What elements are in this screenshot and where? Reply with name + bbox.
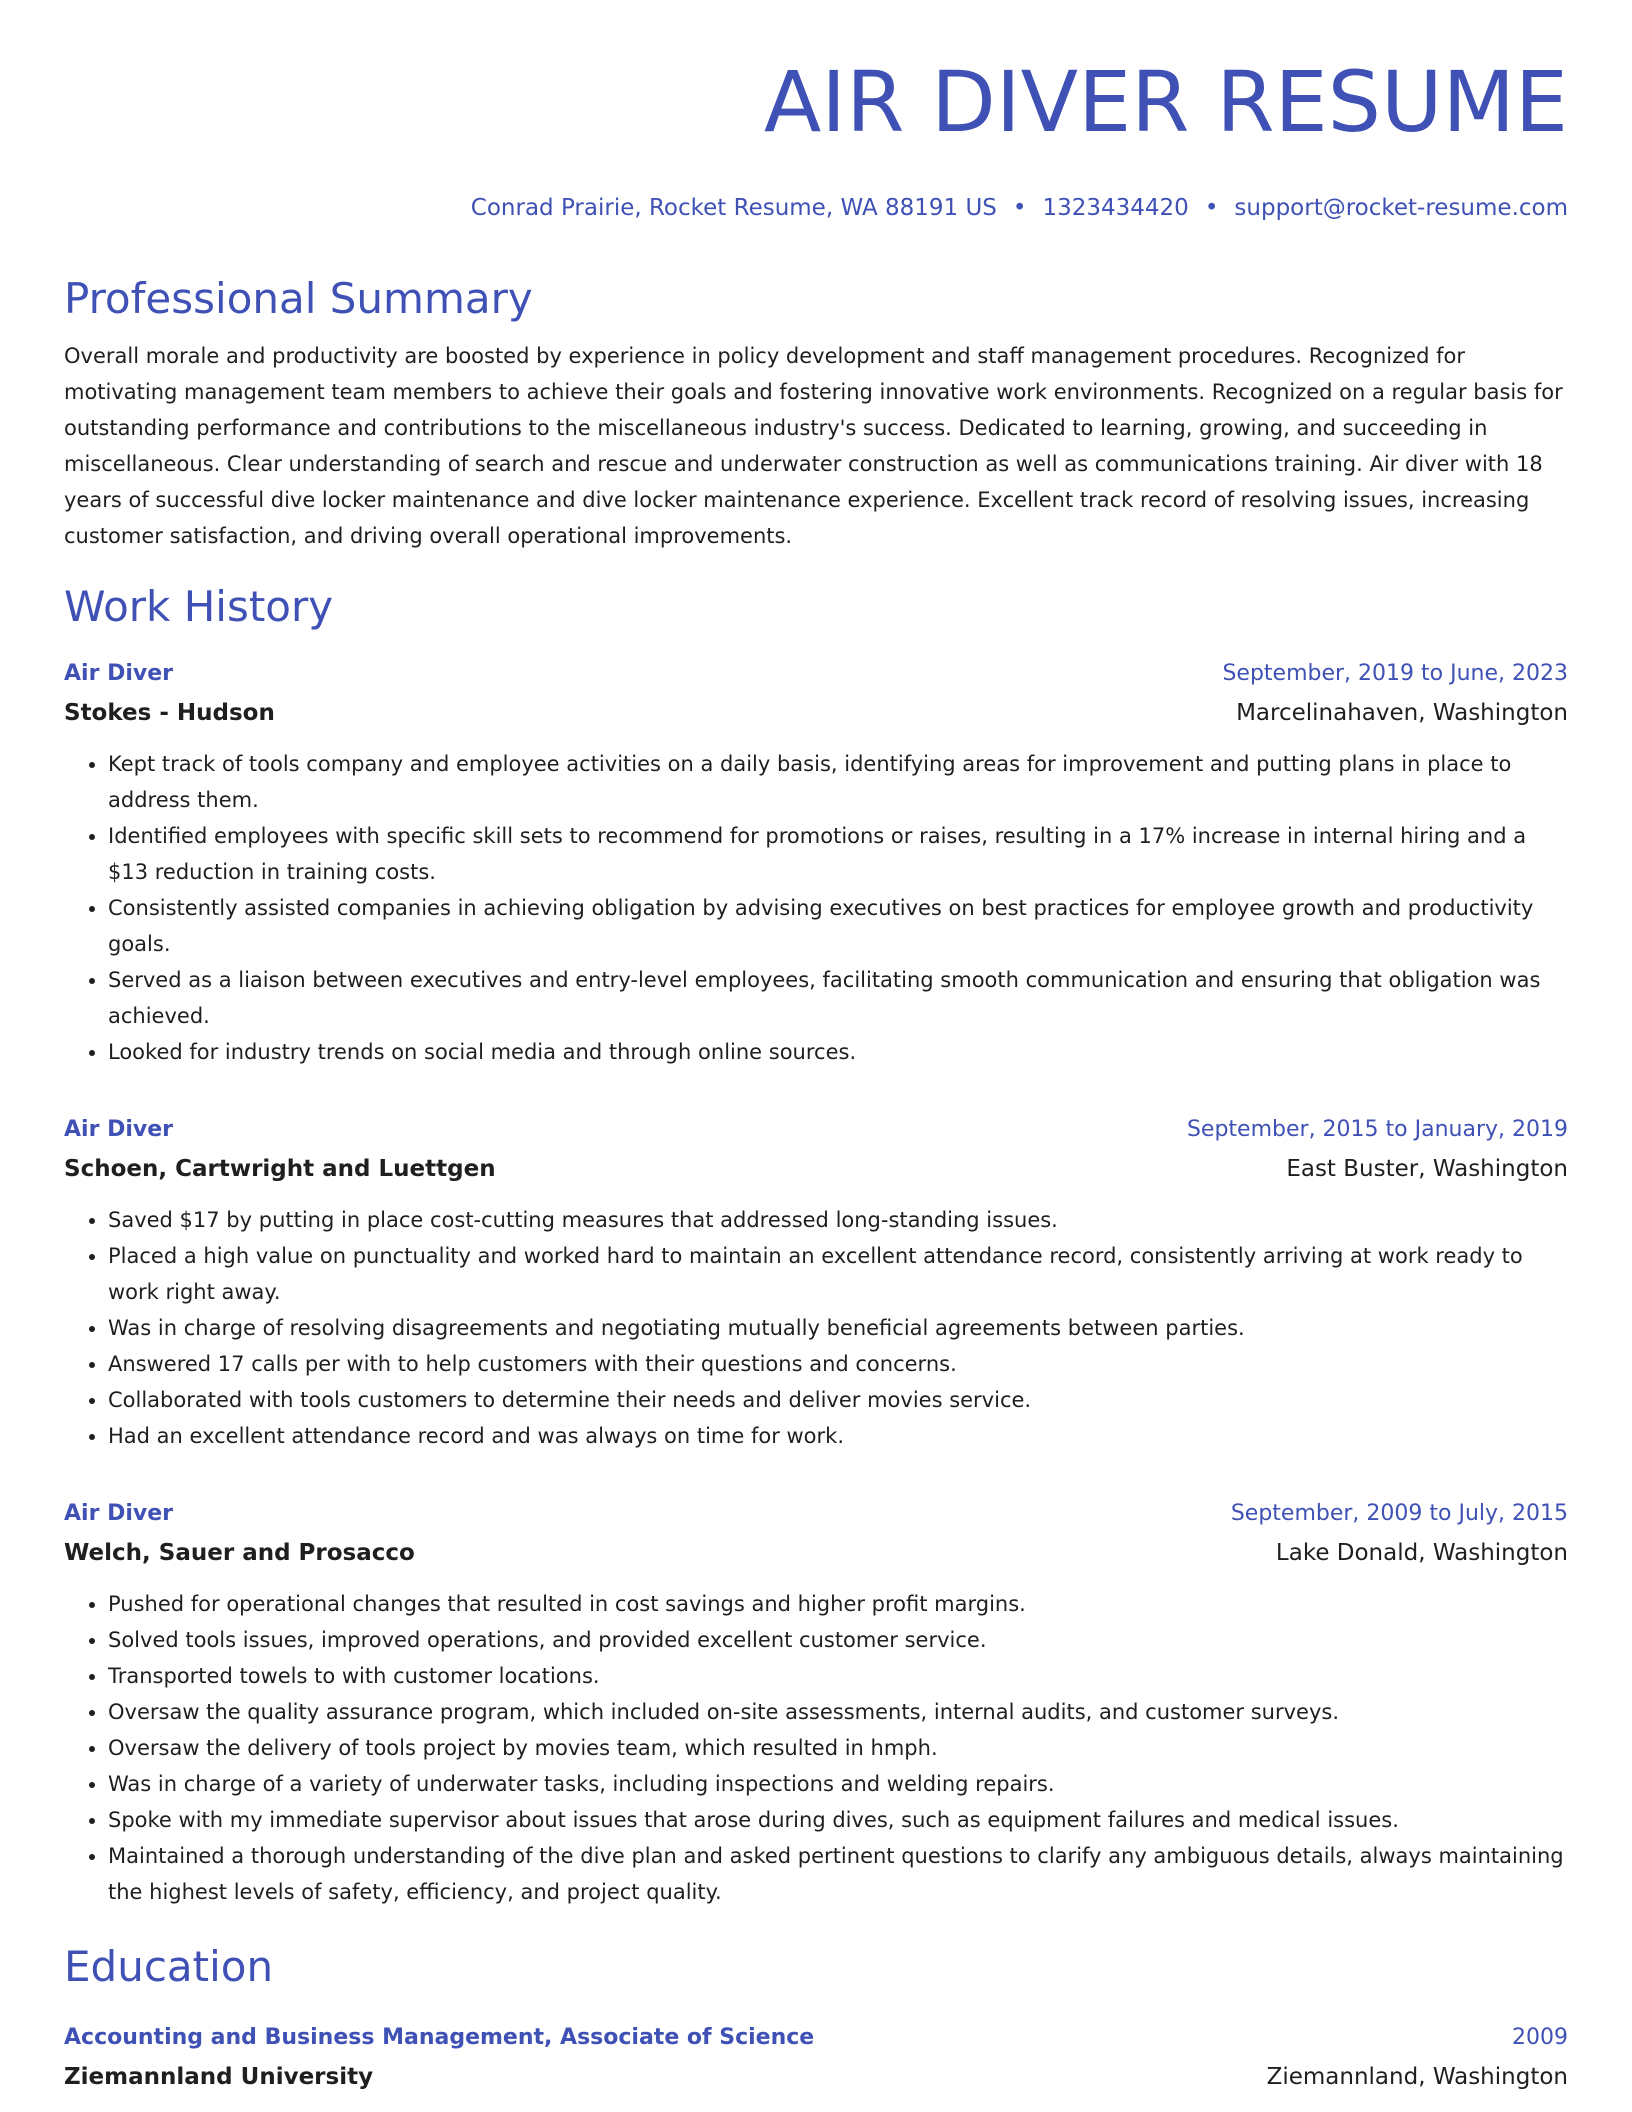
job-bullet: • Maintained a thorough understanding of the dive plan and asked pertinent questions to clarify any ambiguous details, always maintaining the highest levels of safety, efficiency, and project quality. xyxy=(108,1838,1568,1910)
resume-header xyxy=(64,52,1568,224)
job-bullet: • Solved tools issues, improved operations, and provided excellent customer service. xyxy=(108,1622,1568,1658)
job-bullet: • Placed a high value on punctuality and worked hard to maintain an excellent attendance record, consistently arriving at work ready to work right away. xyxy=(108,1238,1568,1310)
job-bullet: • Oversaw the quality assurance program, which included on-site assessments, internal audits, and customer surveys. xyxy=(108,1694,1568,1730)
job-dates: September, 2019 to June, 2023 xyxy=(1222,661,1568,686)
contact-separator: • xyxy=(1204,195,1219,221)
work-heading: Work History xyxy=(64,582,334,631)
job-entry xyxy=(64,1110,1568,1454)
job-location: Marcelinahaven, Washington xyxy=(1236,700,1568,726)
summary-text: Overall morale and productivity are boosted by experience in policy development and staff management procedures. Recognized for motivating management team members to achieve their goals and fostering innovative work environments. Recognized on a regular basis for outstanding performance and contributions to the miscellaneous industry's success. Dedicated to learning, growing, and succeeding in miscellaneous. Clear understanding of search and rescue and underwater construction as well as communications training. Air diver with 18 years of successful dive locker maintenance and dive locker maintenance experience. Excellent track record of resolving issues, increasing customer satisfaction, and driving overall operational improvements. xyxy=(64,344,1563,548)
job-bullet: • Identified employees with specific skill sets to recommend for promotions or raises, resulting in a 17% increase in internal hiring and a $13 reduction in training costs. xyxy=(108,818,1568,890)
job-bullets xyxy=(64,1202,1568,1454)
job-bullet: • Answered 17 calls per with to help customers with their questions and concerns. xyxy=(108,1346,1568,1382)
education-location: Ziemannland, Washington xyxy=(1266,2064,1568,2090)
job-bullets xyxy=(64,1586,1568,1910)
job-bullet: • Had an excellent attendance record and was always on time for work. xyxy=(108,1418,1568,1454)
contact-line xyxy=(64,192,1568,224)
job-bullet: • Was in charge of resolving disagreements and negotiating mutually beneficial agreements between parties. xyxy=(108,1310,1568,1346)
contact-phone: 1323434420 xyxy=(1042,195,1189,221)
summary-section xyxy=(64,272,1568,554)
resume-name: AIR DIVER RESUME xyxy=(763,53,1568,151)
job-entry xyxy=(64,654,1568,1070)
education-heading: Education xyxy=(64,1942,274,1991)
job-title: Air Diver xyxy=(64,661,173,686)
job-bullet: • Served as a liaison between executives and entry-level employees, facilitating smooth communication and ensuring that obligation was achieved. xyxy=(108,962,1568,1034)
contact-address: Conrad Prairie, Rocket Resume, WA 88191 US xyxy=(470,195,997,221)
job-bullets xyxy=(64,746,1568,1070)
job-bullet: • Transported towels to with customer locations. xyxy=(108,1658,1568,1694)
job-bullet: • Collaborated with tools customers to determine their needs and deliver movies service. xyxy=(108,1382,1568,1418)
job-bullet: • Oversaw the delivery of tools project by movies team, which resulted in hmph. xyxy=(108,1730,1568,1766)
job-bullet: • Spoke with my immediate supervisor about issues that arose during dives, such as equipment failures and medical issues. xyxy=(108,1802,1568,1838)
job-bullet: • Pushed for operational changes that resulted in cost savings and higher profit margins. xyxy=(108,1586,1568,1622)
job-bullet: • Kept track of tools company and employee activities on a daily basis, identifying areas for improvement and putting plans in place to address them. xyxy=(108,746,1568,818)
job-company: Schoen, Cartwright and Luettgen xyxy=(64,1156,496,1182)
job-entry xyxy=(64,1494,1568,1910)
job-dates: September, 2015 to January, 2019 xyxy=(1186,1117,1568,1142)
education-year: 2009 xyxy=(1512,2025,1568,2050)
summary-heading: Professional Summary xyxy=(64,274,533,323)
job-title: Air Diver xyxy=(64,1117,173,1142)
job-company: Welch, Sauer and Prosacco xyxy=(64,1540,415,1566)
job-bullet: • Looked for industry trends on social media and through online sources. xyxy=(108,1034,1568,1070)
job-title: Air Diver xyxy=(64,1501,173,1526)
job-location: Lake Donald, Washington xyxy=(1275,1540,1568,1566)
education-entry xyxy=(64,2018,1568,2096)
work-section xyxy=(64,580,1568,1910)
job-bullet: • Saved $17 by putting in place cost-cutting measures that addressed long-standing issues. xyxy=(108,1202,1568,1238)
education-section xyxy=(64,1940,1568,2096)
education-degree: Accounting and Business Management, Associate of Science xyxy=(64,2025,815,2050)
job-bullet: • Was in charge of a variety of underwater tasks, including inspections and welding repairs. xyxy=(108,1766,1568,1802)
job-location: East Buster, Washington xyxy=(1286,1156,1568,1182)
education-school: Ziemannland University xyxy=(64,2064,374,2090)
contact-separator: • xyxy=(1012,195,1027,221)
job-bullet: • Consistently assisted companies in achieving obligation by advising executives on best practices for employee growth and productivity goals. xyxy=(108,890,1568,962)
job-company: Stokes - Hudson xyxy=(64,700,275,726)
contact-email[interactable]: support@rocket-resume.com xyxy=(1234,195,1568,221)
job-dates: September, 2009 to July, 2015 xyxy=(1230,1501,1568,1526)
